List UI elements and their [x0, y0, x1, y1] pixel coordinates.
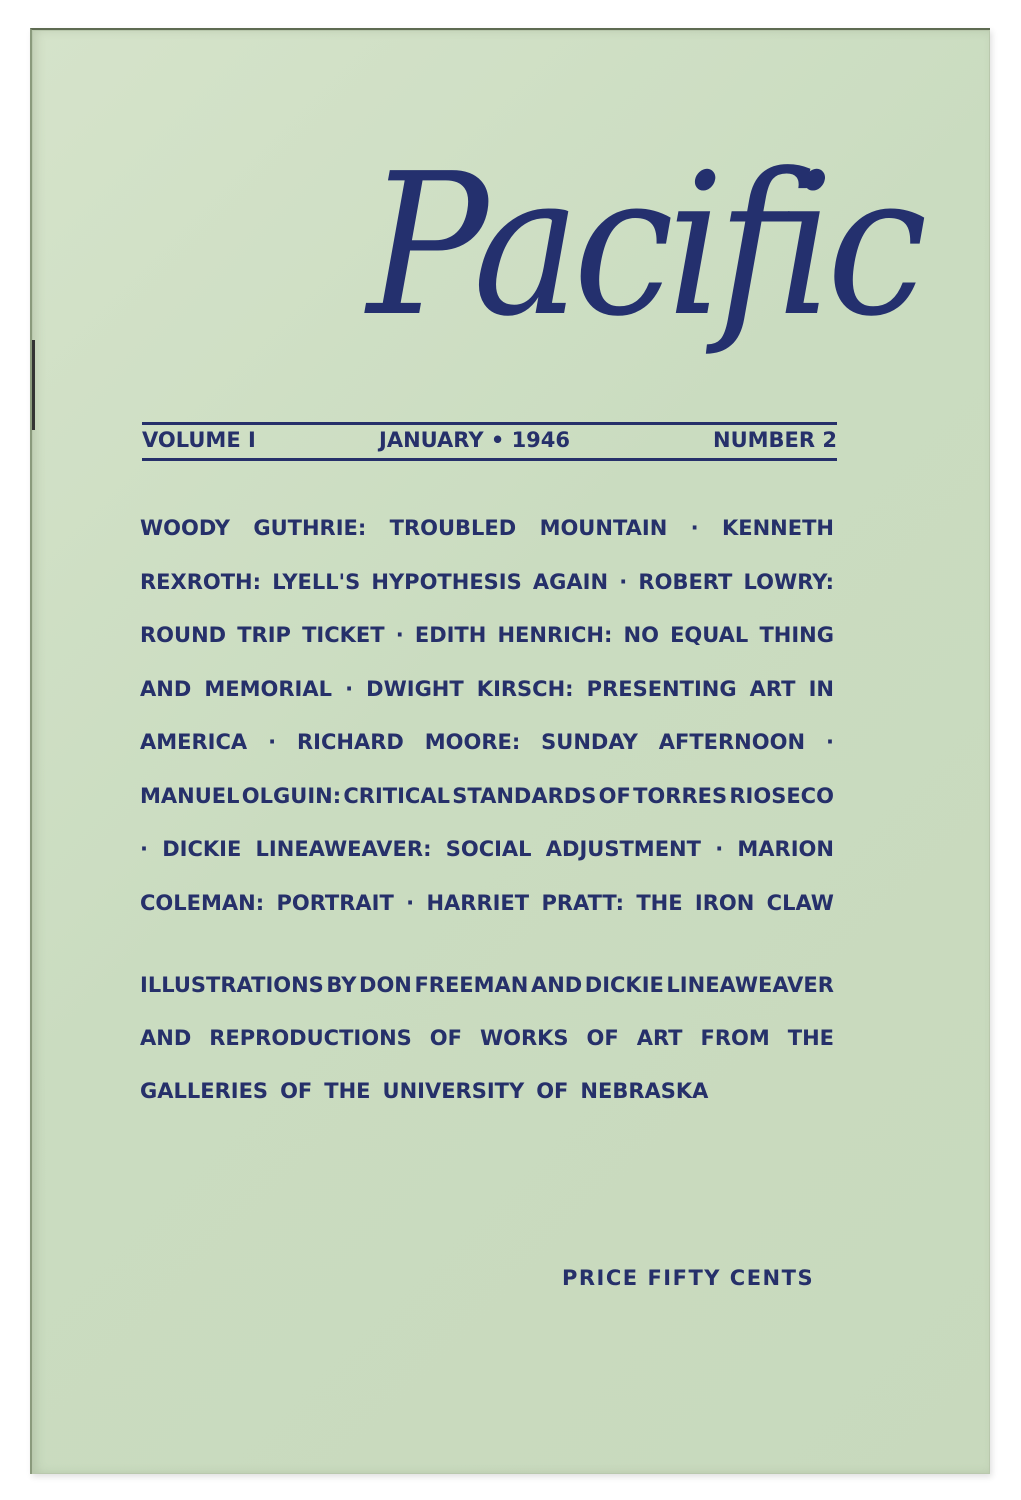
- issue-number: NUMBER 2: [713, 428, 837, 452]
- illustrations-word: FROM: [700, 1026, 770, 1050]
- contents-word: CLAW: [766, 890, 834, 915]
- illustrations-word: DON: [359, 973, 412, 997]
- illustrations-word: NEBRASKA: [580, 1079, 709, 1103]
- illustrations-word: OF: [280, 1079, 313, 1103]
- contents-word: AND: [140, 676, 192, 701]
- contents-word: TICKET: [302, 623, 385, 647]
- separator-dot: ·: [345, 676, 354, 701]
- contents-line: [140, 730, 834, 760]
- contents-word: CRITICAL: [343, 783, 450, 808]
- illustrations-word: GALLERIES: [140, 1079, 269, 1103]
- illustrations-word: BY: [326, 973, 357, 997]
- separator-dot: ·: [715, 837, 724, 861]
- contents-word: AFTERNOON: [658, 730, 806, 754]
- illustrations-word: WORKS: [479, 1026, 569, 1050]
- illustrations-word: OF: [586, 1026, 619, 1050]
- price-label: PRICE FIFTY CENTS: [562, 1266, 815, 1290]
- illustrations-line: [140, 973, 834, 1003]
- contents-word: NO: [623, 623, 659, 647]
- contents-word: EDITH: [414, 623, 487, 647]
- contents-word: SOCIAL: [445, 837, 532, 861]
- separator-dot: ·: [268, 730, 277, 754]
- illustrations-word: FREEMAN: [414, 973, 529, 997]
- contents-word: PRESENTING: [586, 676, 737, 701]
- contents-word: OLGUIN:: [241, 783, 342, 808]
- contents-word: MOORE:: [424, 730, 521, 754]
- separator-dot: ·: [619, 569, 628, 594]
- illustrations-word: THE: [324, 1079, 371, 1103]
- illustrations-line: [140, 1026, 834, 1056]
- contents-word: AGAIN: [532, 569, 609, 594]
- contents-word: STANDARDS: [452, 783, 597, 808]
- contents-word: AMERICA: [140, 730, 248, 754]
- contents-word: MARION: [737, 837, 834, 861]
- illustrations-word: DICKIE: [584, 973, 664, 997]
- contents-word: SUNDAY: [541, 730, 638, 754]
- contents-word: EQUAL: [670, 623, 749, 647]
- contents-word: THE: [636, 890, 683, 915]
- illustrations-word: ART: [636, 1026, 683, 1050]
- contents-word: TRIP: [237, 623, 291, 647]
- separator-dot: ·: [395, 623, 404, 647]
- illustrations-word: AND: [140, 1026, 192, 1050]
- contents-word: TORRES: [633, 783, 728, 808]
- top-rule: [142, 422, 837, 425]
- contents-word: ROUND: [140, 623, 227, 647]
- illustrations-word: OF: [536, 1079, 569, 1103]
- contents-word: COLEMAN:: [140, 890, 265, 915]
- magazine-cover: [30, 28, 990, 1474]
- contents-word: KENNETH: [721, 516, 834, 540]
- contents-word: IRON: [694, 890, 755, 915]
- contents-word: IN: [808, 676, 834, 701]
- illustrations-word: ILLUSTRATIONS: [140, 973, 324, 997]
- contents-line: [140, 516, 834, 546]
- contents-word: HYPOTHESIS: [371, 569, 522, 594]
- contents-word: OF: [598, 783, 631, 808]
- contents-word: LOWRY:: [743, 569, 834, 594]
- illustrations-word: THE: [787, 1026, 834, 1050]
- contents-word: DWIGHT: [366, 676, 464, 701]
- illustrations-word: AND: [530, 973, 583, 997]
- contents-word: ART: [749, 676, 796, 701]
- contents-word: MANUEL: [140, 783, 240, 808]
- separator-dot: ·: [406, 890, 415, 915]
- volume-label: VOLUME I: [142, 428, 256, 452]
- illustrations-word: LINEAWEAVER: [666, 973, 834, 997]
- issue-info-row: [142, 428, 837, 458]
- contents-word: THING: [759, 623, 834, 647]
- contents-line: [140, 570, 834, 600]
- illustrations-word: OF: [429, 1026, 462, 1050]
- contents-line: [140, 837, 834, 867]
- illustrations-word: UNIVERSITY: [382, 1079, 525, 1103]
- contents-word: RICHARD: [296, 730, 404, 754]
- contents-line: [140, 891, 834, 921]
- separator-dot: ·: [140, 837, 148, 861]
- contents-word: KIRSCH:: [476, 676, 574, 701]
- contents-word: MEMORIAL: [204, 676, 332, 701]
- separator-dot: ·: [690, 516, 699, 540]
- contents-word: DICKIE: [162, 837, 242, 861]
- issue-date: JANUARY • 1946: [379, 428, 571, 452]
- contents-line: [140, 784, 834, 814]
- contents-word: PRATT:: [541, 890, 625, 915]
- contents-word: PORTRAIT: [276, 890, 394, 915]
- contents-word: LYELL'S: [272, 569, 361, 594]
- spine-binding-mark: [32, 340, 35, 430]
- contents-line: [140, 623, 834, 653]
- magazine-title: Pacific: [367, 132, 921, 360]
- contents-word: TROUBLED: [389, 516, 517, 540]
- contents-line: [140, 677, 834, 707]
- contents-word: HARRIET: [426, 890, 530, 915]
- contents-word: RIOSECO: [729, 783, 834, 808]
- contents-word: ROBERT: [638, 569, 733, 594]
- illustrations-line: [140, 1079, 834, 1109]
- contents-word: MOUNTAIN: [539, 516, 668, 540]
- contents-word: ADJUSTMENT: [545, 837, 701, 861]
- contents-word: REXROTH:: [140, 569, 262, 594]
- contents-word: HENRICH:: [497, 623, 613, 647]
- bottom-rule: [142, 458, 837, 461]
- separator-dot: ·: [825, 730, 834, 754]
- illustrations-word: REPRODUCTIONS: [209, 1026, 412, 1050]
- contents-word: WOODY: [140, 516, 230, 540]
- contents-word: LINEAWEAVER:: [255, 837, 432, 861]
- contents-word: GUTHRIE:: [253, 516, 367, 540]
